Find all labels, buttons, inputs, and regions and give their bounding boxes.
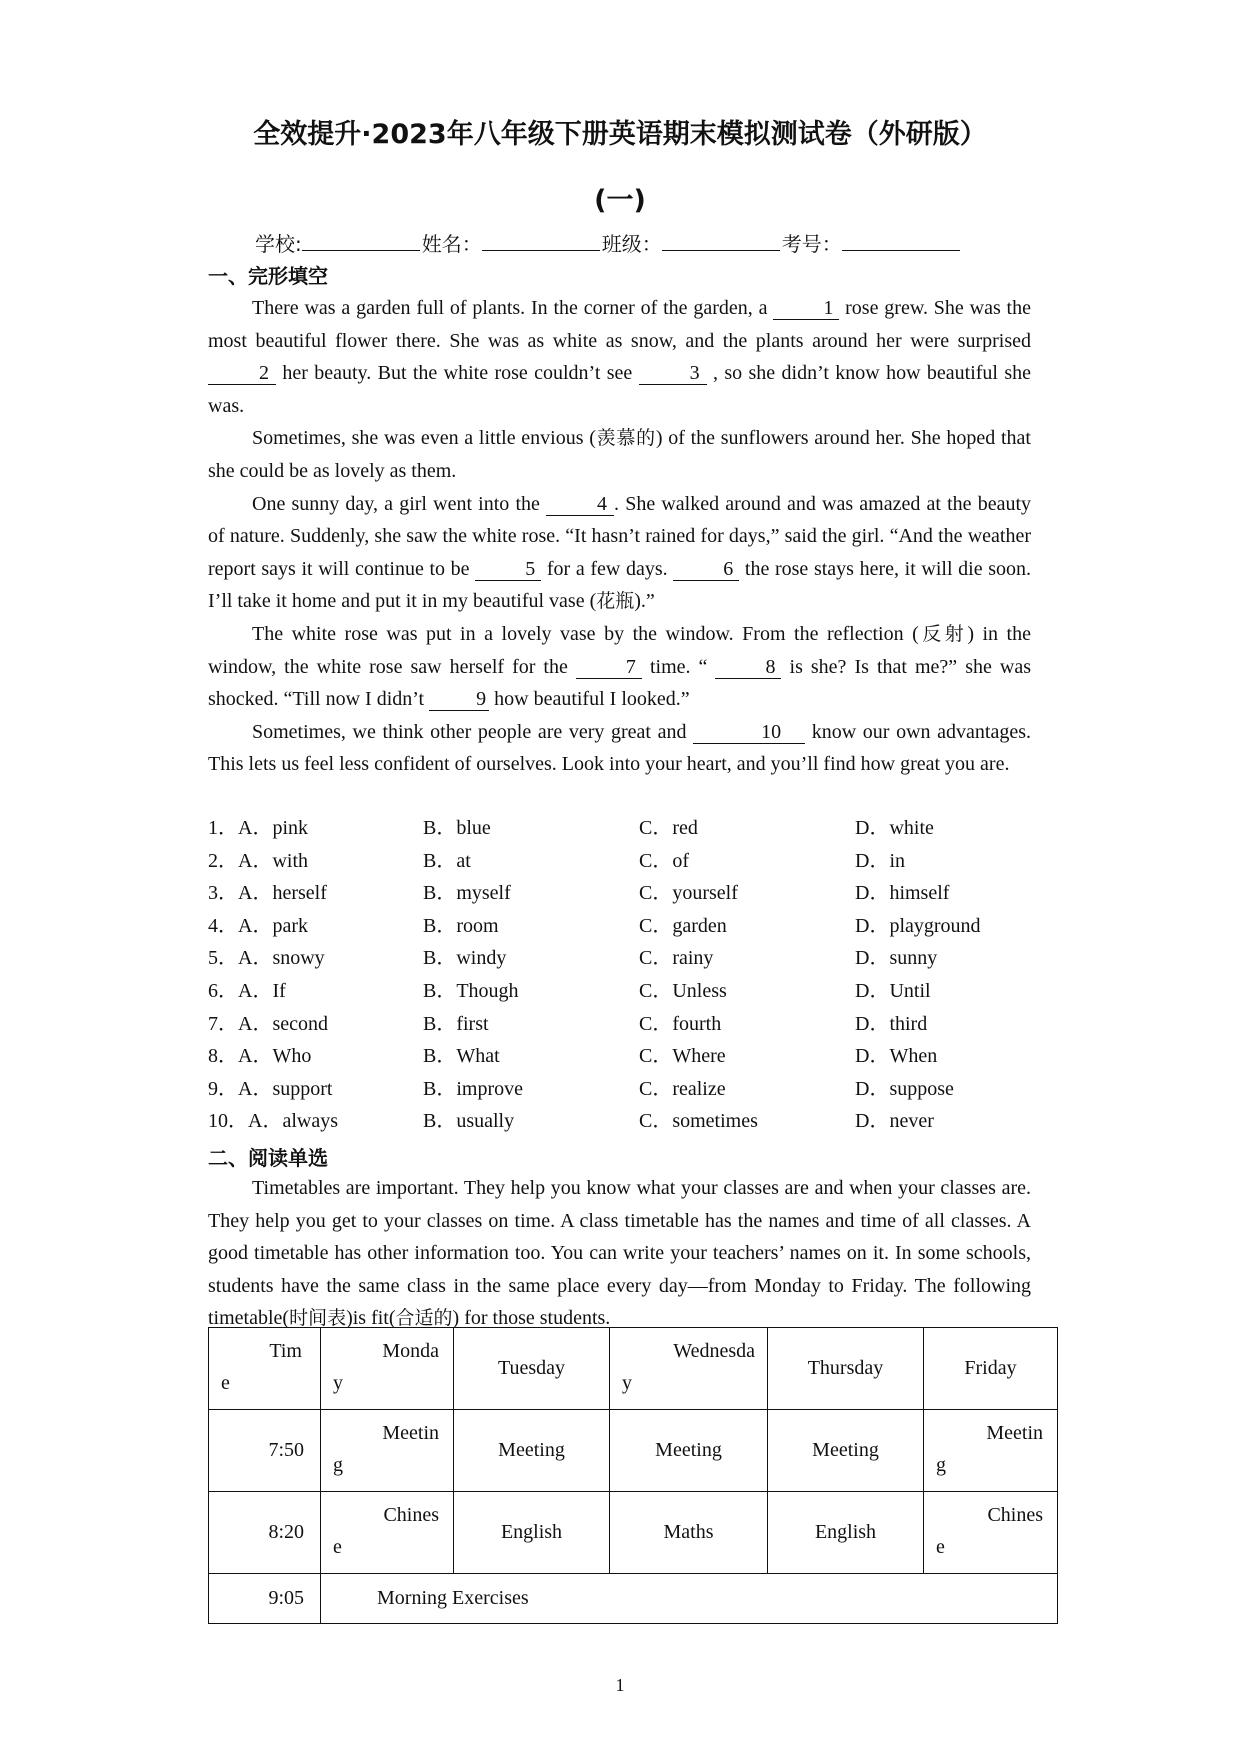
timetable-row bbox=[209, 1574, 1058, 1624]
option[interactable]: 6．A．If bbox=[208, 979, 286, 1002]
option[interactable]: B．windy bbox=[423, 947, 507, 970]
name-label: 姓名： bbox=[421, 232, 482, 256]
blank-9: 9 bbox=[429, 688, 489, 711]
blank-10: 10 bbox=[693, 721, 805, 744]
option[interactable]: D．playground bbox=[855, 914, 981, 937]
option[interactable]: 3．A．herself bbox=[208, 882, 327, 905]
option[interactable]: 5．A．snowy bbox=[208, 947, 325, 970]
option[interactable]: D．never bbox=[855, 1110, 934, 1133]
option[interactable]: 8．A．Who bbox=[208, 1045, 312, 1068]
question-options-row bbox=[208, 1105, 1068, 1138]
question-options-row bbox=[208, 975, 1068, 1008]
section-heading-reading: 二、阅读单选 bbox=[208, 1146, 328, 1170]
option[interactable]: C．Where bbox=[639, 1045, 726, 1068]
question-options-row bbox=[208, 1008, 1068, 1041]
school-label: 学校: bbox=[255, 232, 302, 256]
option[interactable]: 4．A．park bbox=[208, 914, 308, 937]
passage-paragraph: One sunny day, a girl went into the 4 . She walked around and was amazed at the beauty of nature. Suddenly, she saw the white rose. “It hasn’t rained for days,” said the girl. “And the weather report says it will continue to be 5 for a few days. 6 the rose stays here, it will die soon. I’ll take it home and put it in my beautiful vase (花瓶).” bbox=[208, 492, 1031, 613]
question-options-row bbox=[208, 877, 1068, 910]
option[interactable]: D．white bbox=[855, 817, 934, 839]
class-cell: Meeting bbox=[610, 1410, 768, 1492]
option[interactable]: D．third bbox=[855, 1012, 928, 1035]
blank-2: 2 bbox=[208, 362, 276, 385]
time-cell: 9:05 bbox=[209, 1574, 321, 1624]
class-cell: Chines e bbox=[321, 1492, 454, 1574]
option[interactable]: B．improve bbox=[423, 1077, 523, 1100]
option[interactable]: B．at bbox=[423, 849, 471, 872]
question-options-row bbox=[208, 1040, 1068, 1073]
class-cell: Maths bbox=[610, 1492, 768, 1574]
question-options-row bbox=[208, 910, 1068, 943]
blank-8: 8 bbox=[715, 656, 781, 679]
option[interactable]: C．garden bbox=[639, 914, 727, 937]
option[interactable]: C．sometimes bbox=[639, 1110, 758, 1133]
option[interactable]: 9．A．support bbox=[208, 1077, 333, 1100]
option[interactable]: 2．A．with bbox=[208, 849, 308, 872]
blank-4: 4 bbox=[546, 493, 614, 516]
option[interactable]: B．myself bbox=[423, 882, 511, 905]
option[interactable]: D．suppose bbox=[855, 1077, 954, 1100]
class-cell: Meeting bbox=[768, 1410, 924, 1492]
cloze-options bbox=[208, 812, 1068, 1138]
passage-paragraph: There was a garden full of plants. In the corner of the garden, a 1 rose grew. She was the most beautiful flower there. She was as white as snow, and the plants around her were surprised 2 her beauty. But the white rose couldn’t see 3 , so she didn’t know how beautiful she was. bbox=[208, 297, 1031, 417]
option[interactable]: B．What bbox=[423, 1045, 500, 1068]
option[interactable]: B．first bbox=[423, 1012, 489, 1035]
page-number: 1 bbox=[615, 1675, 625, 1695]
option[interactable]: C．red bbox=[639, 817, 698, 839]
exam-subtitle: (一) bbox=[594, 185, 646, 216]
class-label: 班级： bbox=[601, 232, 662, 256]
header-cell-friday: Friday bbox=[924, 1328, 1058, 1410]
exam-number-field[interactable] bbox=[842, 230, 960, 251]
cloze-passage bbox=[208, 292, 1031, 781]
blank-7: 7 bbox=[576, 656, 642, 679]
header-cell-time: Tim e bbox=[209, 1328, 321, 1410]
option[interactable]: B．Though bbox=[423, 979, 519, 1002]
time-cell: 8:20 bbox=[209, 1492, 321, 1574]
passage-paragraph: Sometimes, she was even a little envious (羡慕的) of the sunflowers around her. She hoped that she could be as lovely as them. bbox=[208, 427, 1031, 482]
option[interactable]: D．sunny bbox=[855, 947, 938, 970]
exam-number-label: 考号： bbox=[781, 232, 842, 256]
option[interactable]: C．fourth bbox=[639, 1012, 722, 1035]
timetable-row bbox=[209, 1410, 1058, 1492]
class-cell: English bbox=[768, 1492, 924, 1574]
option[interactable]: D．Until bbox=[855, 979, 931, 1002]
option[interactable]: 10．A．always bbox=[208, 1110, 338, 1133]
question-options-row bbox=[208, 812, 1068, 845]
passage-paragraph: The white rose was put in a lovely vase by the window. From the reflection (反射) in the window, the white rose saw herself for the 7 time. “ 8 is she? Is that me?” she was shocked. “Till now I didn’t 9 how beautiful I looked.” bbox=[208, 622, 1031, 711]
blank-6: 6 bbox=[673, 558, 739, 581]
question-options-row bbox=[208, 942, 1068, 975]
option[interactable]: C．Unless bbox=[639, 979, 727, 1002]
timetable-header-row bbox=[209, 1328, 1058, 1410]
exam-title: 全效提升·2023年八年级下册英语期末模拟测试卷（外研版） bbox=[253, 119, 987, 150]
time-cell: 7:50 bbox=[209, 1410, 321, 1492]
student-info-line bbox=[255, 228, 962, 257]
class-cell: Chines e bbox=[924, 1492, 1058, 1574]
option[interactable]: C．yourself bbox=[639, 882, 738, 905]
class-cell: Meetin g bbox=[321, 1410, 454, 1492]
class-timetable bbox=[208, 1327, 1058, 1624]
reading-passage bbox=[208, 1172, 1031, 1335]
blank-5: 5 bbox=[475, 558, 541, 581]
option[interactable]: C．of bbox=[639, 849, 689, 872]
option[interactable]: 1．A．pink bbox=[208, 817, 308, 839]
name-field[interactable] bbox=[482, 230, 600, 251]
blank-1: 1 bbox=[773, 297, 839, 320]
option[interactable]: C．realize bbox=[639, 1077, 726, 1100]
class-cell: Meetin g bbox=[924, 1410, 1058, 1492]
blank-3: 3 bbox=[639, 362, 707, 385]
option[interactable]: D．When bbox=[855, 1045, 938, 1068]
passage-paragraph: Timetables are important. They help you know what your classes are and when your classes are. They help you get to your classes on time. A class timetable has the names and time of all classes. A good timetable has other information too. You can write your teachers’ names on it. In some schools, students have the same class in the same place every day—from Monday to Friday. The following timetable(时间表)is fit(合适的) for those students. bbox=[208, 1177, 1031, 1330]
activity-cell: Morning Exercises bbox=[321, 1574, 1058, 1624]
option[interactable]: B．usually bbox=[423, 1110, 515, 1133]
question-options-row bbox=[208, 1073, 1068, 1106]
option[interactable]: D．in bbox=[855, 849, 905, 872]
option[interactable]: 7．A．second bbox=[208, 1012, 328, 1035]
class-field[interactable] bbox=[662, 230, 780, 251]
section-heading-cloze: 一、完形填空 bbox=[208, 264, 328, 288]
timetable-row bbox=[209, 1492, 1058, 1574]
header-cell-thursday: Thursday bbox=[768, 1328, 924, 1410]
question-options-row bbox=[208, 845, 1068, 878]
option[interactable]: B．room bbox=[423, 914, 499, 937]
option[interactable]: C．rainy bbox=[639, 947, 714, 970]
option[interactable]: D．himself bbox=[855, 882, 950, 905]
passage-paragraph: Sometimes, we think other people are very great and 10 know our own advantages. This lets us feel less confident of ourselves. Look into your heart, and you’ll find how great you are. bbox=[208, 720, 1031, 776]
class-cell: Meeting bbox=[454, 1410, 610, 1492]
header-cell-tuesday: Tuesday bbox=[454, 1328, 610, 1410]
school-field[interactable] bbox=[302, 230, 420, 251]
class-cell: English bbox=[454, 1492, 610, 1574]
header-cell-monday: Monda y bbox=[321, 1328, 454, 1410]
option[interactable]: B．blue bbox=[423, 817, 491, 839]
header-cell-wednesday: Wednesda y bbox=[610, 1328, 768, 1410]
